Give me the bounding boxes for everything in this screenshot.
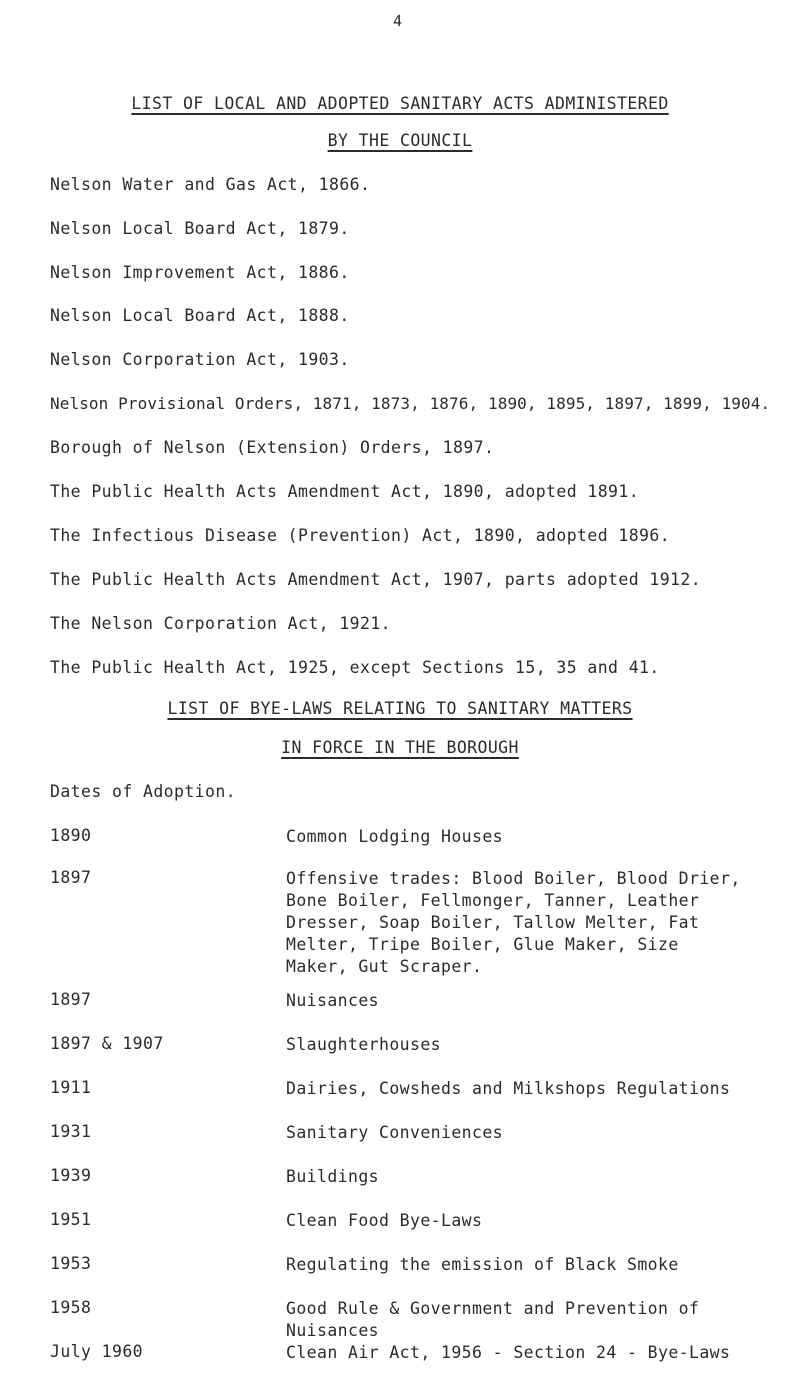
byelaw-date: 1958	[50, 1298, 92, 1317]
act-item: Nelson Local Board Act, 1888.	[50, 306, 350, 325]
byelaw-subject: Offensive trades: Blood Boiler, Blood Drier, Bone Boiler, Fellmonger, Tanner, Leather Dresser, Soap Boiler, Tallow Melter, Fat Melter, Tripe Boiler, Glue Maker, Size Maker, Gut Scraper.	[286, 869, 741, 976]
byelaw-date: 1890	[50, 826, 92, 845]
acts-heading-line2: BY THE COUNCIL	[327, 131, 473, 150]
byelaw-date: 1897 & 1907	[50, 1034, 164, 1053]
act-item: The Nelson Corporation Act, 1921.	[50, 614, 392, 633]
byelaw-subject: Clean Air Act, 1956 - Section 24 - Bye-Laws	[286, 1343, 731, 1362]
byelaws-heading-line2: IN FORCE IN THE BOROUGH	[281, 738, 519, 757]
byelaw-subject: Slaughterhouses	[286, 1035, 442, 1054]
act-item: Nelson Corporation Act, 1903.	[50, 350, 350, 369]
byelaw-date: 1953	[50, 1254, 92, 1273]
byelaw-subject: Dairies, Cowsheds and Milkshops Regulations	[286, 1079, 731, 1098]
byelaw-subject: Buildings	[286, 1167, 380, 1186]
act-item: Nelson Local Board Act, 1879.	[50, 219, 350, 238]
byelaw-subject: Clean Food Bye-Laws	[286, 1211, 483, 1230]
act-item: Nelson Water and Gas Act, 1866.	[50, 175, 371, 194]
byelaw-subject: Common Lodging Houses	[286, 827, 504, 846]
byelaw-subject: Nuisances	[286, 991, 380, 1010]
act-item: Borough of Nelson (Extension) Orders, 1897.	[50, 438, 495, 457]
byelaw-date: July 1960	[50, 1342, 144, 1361]
byelaw-subject: Good Rule & Government and Prevention of Nuisances	[286, 1299, 700, 1340]
act-item: The Public Health Acts Amendment Act, 1907, parts adopted 1912.	[50, 570, 702, 589]
act-item: Nelson Improvement Act, 1886.	[50, 263, 350, 282]
byelaw-date: 1939	[50, 1166, 92, 1185]
byelaw-date: 1951	[50, 1210, 92, 1229]
act-item: The Infectious Disease (Prevention) Act, 1890, adopted 1896.	[50, 526, 671, 545]
dates-label: Dates of Adoption.	[50, 782, 237, 801]
byelaw-date: 1897	[50, 868, 92, 887]
byelaw-date: 1931	[50, 1122, 92, 1141]
byelaw-subject: Sanitary Conveniences	[286, 1123, 504, 1142]
page-number: 4	[393, 12, 403, 30]
byelaw-date: 1897	[50, 990, 92, 1009]
acts-heading	[0, 94, 800, 113]
act-item: The Public Health Acts Amendment Act, 1890, adopted 1891.	[50, 482, 640, 501]
act-item: The Public Health Act, 1925, except Sections 15, 35 and 41.	[50, 658, 660, 677]
act-item: Nelson Provisional Orders, 1871, 1873, 1876, 1890, 1895, 1897, 1899, 1904.	[50, 394, 771, 413]
byelaw-subject: Regulating the emission of Black Smoke	[286, 1255, 679, 1274]
byelaws-heading-sub	[0, 738, 800, 757]
acts-heading-line1: LIST OF LOCAL AND ADOPTED SANITARY ACTS ADMINISTERED	[131, 94, 669, 113]
acts-heading-sub	[0, 131, 800, 150]
byelaws-heading	[0, 699, 800, 718]
byelaw-date: 1911	[50, 1078, 92, 1097]
byelaws-heading-line1: LIST OF BYE-LAWS RELATING TO SANITARY MATTERS	[167, 699, 633, 718]
